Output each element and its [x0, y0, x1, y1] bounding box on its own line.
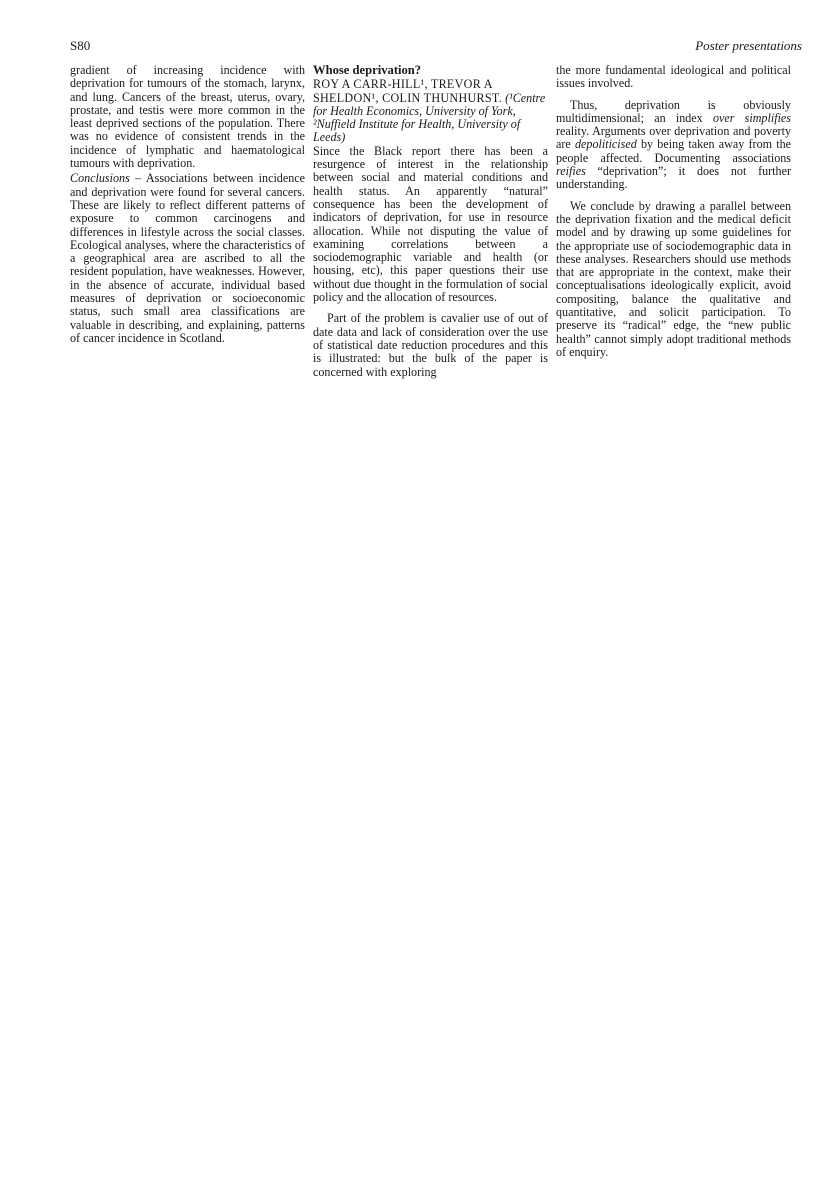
- para3-emphasis-1: over simplifies: [712, 110, 791, 125]
- abstract-authors: ROY A CARR-HILL¹, TREVOR A SHELDON¹, COLIN THUNHURST.: [313, 77, 503, 105]
- para3-part-c: by being taken away from the people affected. Documenting associations: [556, 137, 791, 165]
- conclusions-label: Conclusions: [70, 171, 130, 186]
- para3-part-d: “deprivation”; it does not further understanding.: [556, 164, 791, 192]
- abstract-authors-block: [313, 78, 548, 144]
- abstract-affiliation: (¹Centre for Health Economics, University of York, ²Nuffield Institute for Health, University of Leeds): [313, 90, 546, 145]
- abstract-title: Whose deprivation?: [313, 63, 422, 77]
- para3-part-b: reality. Arguments over deprivation and poverty are: [556, 124, 791, 152]
- para3-emphasis-2: depoliticised: [574, 137, 637, 152]
- conclusions-paragraph: [70, 172, 305, 345]
- section-header: Poster presentations: [695, 38, 802, 53]
- results-tail-paragraph: gradient of increasing incidence with deprivation for tumours of the stomach, larynx, and lung. Cancers of the breast, uterus, ovary, prostate, and testis were more common in the least deprived sections of the population. There was no evidence of consistent trends in the incidence of lymphatic and haematological tumours with deprivation.: [70, 63, 305, 171]
- para3-part-a: Thus, deprivation is obviously multidimensional; an index: [556, 97, 791, 125]
- abstract-paragraph-1: Since the Black report there has been a resurgence of interest in the relationship between social and material conditions and health status. An apparently “natural” consequence has been the development of indicators of deprivation, for use in resource allocation. While not disputing the value of examining correlations between a sociodemographic variable and health (or housing, etc), this paper questions their use without due thought in the formulation of social policy and the allocation of resources.: [313, 143, 548, 305]
- column-1: [70, 64, 305, 345]
- column-2: [313, 64, 548, 379]
- abstract-paragraph-2: Part of the problem is cavalier use of out of date data and lack of consideration over the use of statistical date reduction procedures and this is illustrated: but the bulk of the paper is concerned with exploring: [313, 311, 548, 379]
- abstract-paragraph-3: [556, 99, 791, 192]
- conclusions-text: – Associations between incidence and deprivation were found for several cancers. These are likely to reflect different patterns of exposure to common carcinogens and differences in lifestyle across the social classes. Ecological analyses, where the characteristics of a geographical area are ascribed to all the resident population, have weaknesses. However, in the absence of accurate, individual based measures of deprivation or socioeconomic status, such small area classifications are valuable in describing, and explaining, patterns of cancer incidence in Scotland.: [70, 171, 305, 345]
- column-3: [556, 64, 791, 359]
- page-number: S80: [70, 38, 91, 53]
- para3-emphasis-3: reifies: [556, 164, 586, 179]
- abstract-paragraph-2-continued: the more fundamental ideological and political issues involved.: [556, 63, 791, 91]
- abstract-paragraph-4: We conclude by drawing a parallel between the deprivation fixation and the medical deficit model and by drawing up some guidelines for the appropriate use of sociodemographic data in these analyses. Researchers should use methods that are appropriate in the context, make their conceptualisations ideologically explicit, avoid compositing, balance the qualitative and quantitative, and solicit participation. To preserve its “radical” edge, the “new public health” cannot simply adopt traditional methods of enquiry.: [556, 198, 791, 359]
